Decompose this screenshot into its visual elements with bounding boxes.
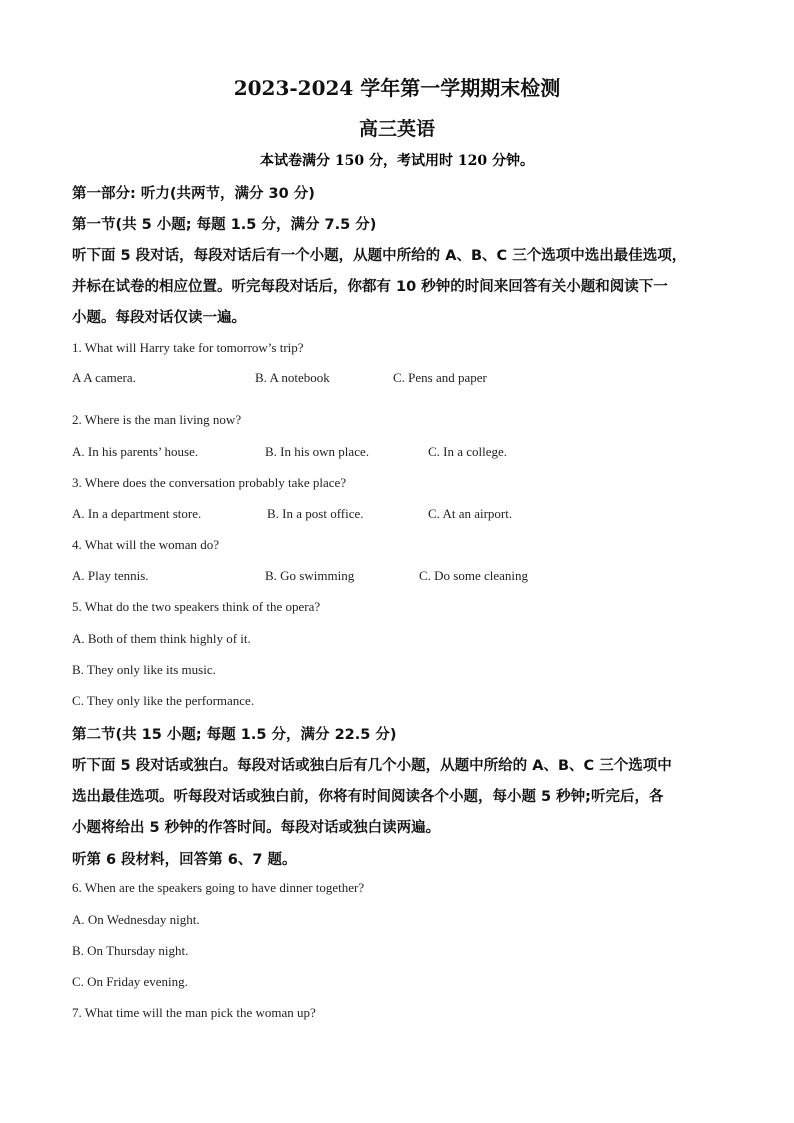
section1-instruction-line-3: 小题。每段对话仅读一遍。 — [72, 310, 246, 326]
question-7: 7. What time will the man pick the woman up? — [72, 1005, 316, 1020]
q2-option-b: B. In his own place. — [265, 444, 369, 459]
section2-instruction-line-3: 小题将给出 5 秒钟的作答时间。每段对话或独白读两遍。 — [72, 820, 441, 836]
exam-subject: 高三英语 — [358, 118, 435, 140]
q1-option-b: B. A notebook — [255, 370, 330, 385]
q4-option-c: C. Do some cleaning — [419, 568, 529, 583]
question-1: 1. What will Harry take for tomorrow’s trip? — [72, 340, 304, 355]
material-6-heading: 听第 6 段材料，回答第 6、7 题。 — [72, 852, 297, 868]
question-4: 4. What will the woman do? — [72, 537, 220, 552]
section2-heading: 第二节(共 15 小题; 每题 1.5 分，满分 22.5 分) — [72, 727, 397, 743]
question-6: 6. When are the speakers going to have dinner together? — [72, 880, 365, 895]
q3-option-b: B. In a post office. — [267, 506, 364, 521]
section1-instruction-line-1: 听下面 5 段对话，每段对话后有一个小题，从题中所给的 A、B、C 三个选项中选出最佳选项， — [72, 248, 687, 264]
q2-option-a: A. In his parents’ house. — [72, 444, 199, 459]
q4-option-a: A. Play tennis. — [72, 568, 149, 583]
part1-heading: 第一部分: 听力(共两节，满分 30 分) — [72, 186, 315, 202]
question-5: 5. What do the two speakers think of the opera? — [72, 599, 321, 614]
q4-option-b: B. Go swimming — [265, 568, 355, 583]
section2-instruction-line-2: 选出最佳选项。听每段对话或独白前，你将有时间阅读各个小题，每小题 5 秒钟;听完后，各 — [72, 789, 664, 805]
section1-heading: 第一节(共 5 小题; 每题 1.5 分，满分 7.5 分) — [72, 217, 377, 233]
q6-option-b: B. On Thursday night. — [72, 943, 189, 958]
exam-title: 2023-2024 学年第一学期期末检测 — [233, 76, 561, 100]
question-2: 2. Where is the man living now? — [72, 412, 242, 427]
q3-option-a: A. In a department store. — [72, 506, 202, 521]
q5-option-a: A. Both of them think highly of it. — [72, 631, 251, 646]
q6-option-c: C. On Friday evening. — [72, 974, 188, 989]
q3-option-c: C. At an airport. — [428, 506, 513, 521]
section1-instruction-line-2: 并标在试卷的相应位置。听完每段对话后，你都有 10 秒钟的时间来回答有关小题和阅读下一 — [72, 279, 668, 295]
exam-note: 本试卷满分 150 分，考试用时 120 分钟。 — [260, 153, 534, 169]
q6-option-a: A. On Wednesday night. — [72, 912, 200, 927]
question-3: 3. Where does the conversation probably take place? — [72, 475, 347, 490]
q5-option-c: C. They only like the performance. — [72, 693, 255, 708]
q1-option-a: A A camera. — [72, 370, 136, 385]
q1-option-c: C. Pens and paper — [393, 370, 487, 385]
q2-option-c: C. In a college. — [428, 444, 508, 459]
section2-instruction-line-1: 听下面 5 段对话或独白。每段对话或独白后有几个小题，从题中所给的 A、B、C 三个选项中 — [72, 758, 672, 774]
q5-option-b: B. They only like its music. — [72, 662, 216, 677]
